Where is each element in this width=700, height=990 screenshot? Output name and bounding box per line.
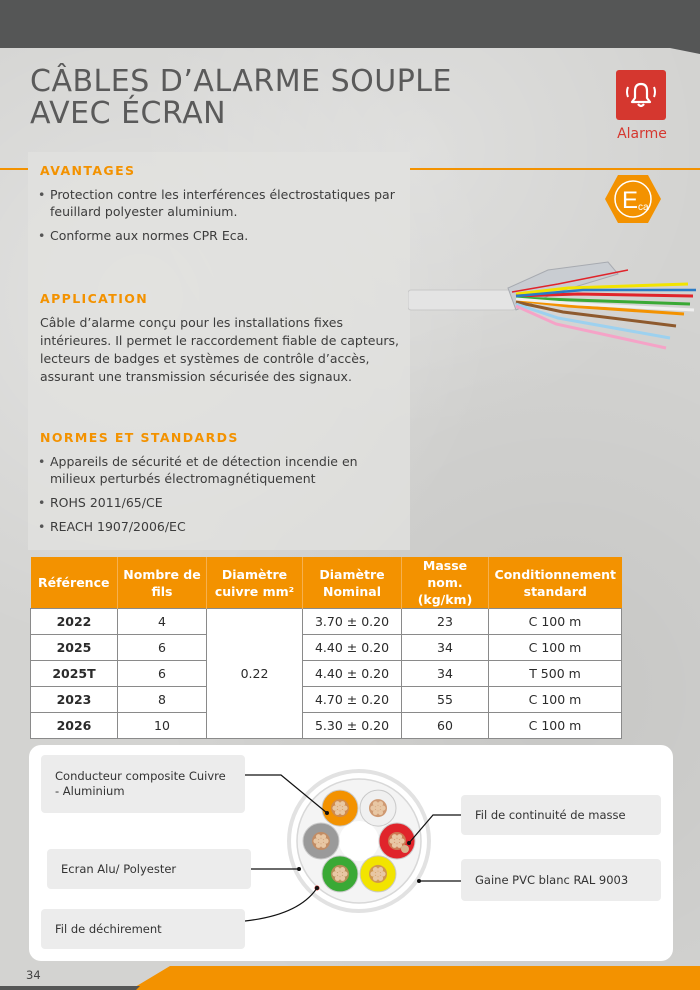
table-row	[31, 713, 622, 739]
cell-ref: 2022	[31, 609, 118, 635]
cell-ref: 2025	[31, 635, 118, 661]
table-row	[31, 609, 622, 635]
cell-cond: C 100 m	[489, 609, 622, 635]
heading-avantages: AVANTAGES	[40, 163, 136, 178]
bottom-accent-bar	[0, 962, 700, 990]
cell-diametre-cuivre: 0.22	[207, 609, 303, 739]
leader-dechirement	[245, 888, 317, 921]
conductor-6	[322, 790, 358, 826]
cross-section-card	[29, 745, 673, 961]
top-bar	[0, 0, 700, 48]
top-bar-corner	[670, 48, 700, 54]
table-row	[31, 687, 622, 713]
normes-list	[38, 453, 400, 542]
cell-masse: 34	[402, 661, 489, 687]
section-rule-right	[410, 168, 700, 170]
cell-fils: 10	[118, 713, 207, 739]
cell-nominal: 4.40 ± 0.20	[303, 661, 402, 687]
cable-product-image	[408, 244, 700, 359]
conductor-1	[360, 790, 396, 826]
cell-masse: 23	[402, 609, 489, 635]
label-gaine: Gaine PVC blanc RAL 9003	[461, 859, 661, 901]
norme-item: • Appareils de sécurité et de détection incendie en milieux perturbés électromagnétiquement	[38, 453, 400, 487]
cell-ref: 2023	[31, 687, 118, 713]
col-header-diametre-nominal: Diamètre Nominal	[303, 557, 402, 609]
cell-fils: 6	[118, 661, 207, 687]
col-header-conditionnement: Conditionnement standard	[489, 557, 622, 609]
cell-fils: 6	[118, 635, 207, 661]
conductor-4	[322, 856, 358, 892]
conductor-3	[360, 856, 396, 892]
col-header-diametre-cuivre: Diamètre cuivre mm²	[207, 557, 303, 609]
norme-item: • ROHS 2011/65/CE	[38, 494, 400, 511]
table-row	[31, 661, 622, 687]
page-number: 34	[26, 968, 41, 982]
leader-dechirement-tip	[315, 886, 319, 890]
eca-sub: ca	[638, 202, 649, 213]
label-continuite: Fil de continuité de masse	[461, 795, 661, 835]
cell-cond: C 100 m	[489, 713, 622, 739]
cable-core	[339, 821, 379, 861]
table-row	[31, 635, 622, 661]
alarm-badge	[616, 70, 666, 120]
application-text: Câble d’alarme conçu pour les installations fixes intérieures. Il permet le raccordement fiable de capteurs, lecteurs de badges et systèmes de contrôle d’accès, assurant une transmission sécurisée des signaux.	[40, 315, 399, 384]
section-rule-left	[0, 168, 28, 170]
avantages-list	[38, 186, 400, 251]
cell-nominal: 4.40 ± 0.20	[303, 635, 402, 661]
spec-table	[30, 557, 622, 739]
page-title: CÂBLES D’ALARME SOUPLE AVEC ÉCRAN	[30, 64, 452, 131]
cell-ref: 2025T	[31, 661, 118, 687]
col-header-reference: Référence	[31, 557, 118, 609]
cell-cond: C 100 m	[489, 635, 622, 661]
leader-ecran-tip	[297, 867, 301, 871]
cell-masse: 55	[402, 687, 489, 713]
leader-conducteur-tip	[325, 811, 329, 815]
label-dechirement: Fil de déchirement	[41, 909, 245, 949]
bell-icon	[616, 70, 666, 120]
cell-fils: 4	[118, 609, 207, 635]
cell-masse: 34	[402, 635, 489, 661]
cell-nominal: 4.70 ± 0.20	[303, 687, 402, 713]
avantage-item: • Conforme aux normes CPR Eca.	[38, 227, 400, 244]
cell-nominal: 5.30 ± 0.20	[303, 713, 402, 739]
cell-cond: T 500 m	[489, 661, 622, 687]
eca-letter: E	[622, 187, 639, 214]
table-header-row	[31, 557, 622, 609]
cell-fils: 8	[118, 687, 207, 713]
conductor-5	[303, 823, 339, 859]
cell-nominal: 3.70 ± 0.20	[303, 609, 402, 635]
leader-continuite-tip	[407, 841, 411, 845]
eca-badge-icon	[603, 173, 663, 225]
label-ecran: Ecran Alu/ Polyester	[47, 849, 251, 889]
col-header-masse: Masse nom. (kg/km)	[402, 557, 489, 609]
cell-cond: C 100 m	[489, 687, 622, 713]
label-conducteur: Conducteur composite Cuivre - Aluminium	[41, 755, 245, 813]
norme-item: • REACH 1907/2006/EC	[38, 518, 400, 535]
cell-masse: 60	[402, 713, 489, 739]
drain-wire	[401, 845, 409, 853]
conductor-2	[379, 823, 415, 859]
avantage-item: • Protection contre les interférences électrostatiques par feuillard polyester aluminium.	[38, 186, 400, 220]
cell-ref: 2026	[31, 713, 118, 739]
leader-gaine-tip	[417, 879, 421, 883]
col-header-nombre-fils: Nombre de fils	[118, 557, 207, 609]
heading-application: APPLICATION	[40, 291, 149, 306]
heading-normes: NORMES ET STANDARDS	[40, 430, 239, 445]
alarm-label: Alarme	[617, 126, 667, 142]
